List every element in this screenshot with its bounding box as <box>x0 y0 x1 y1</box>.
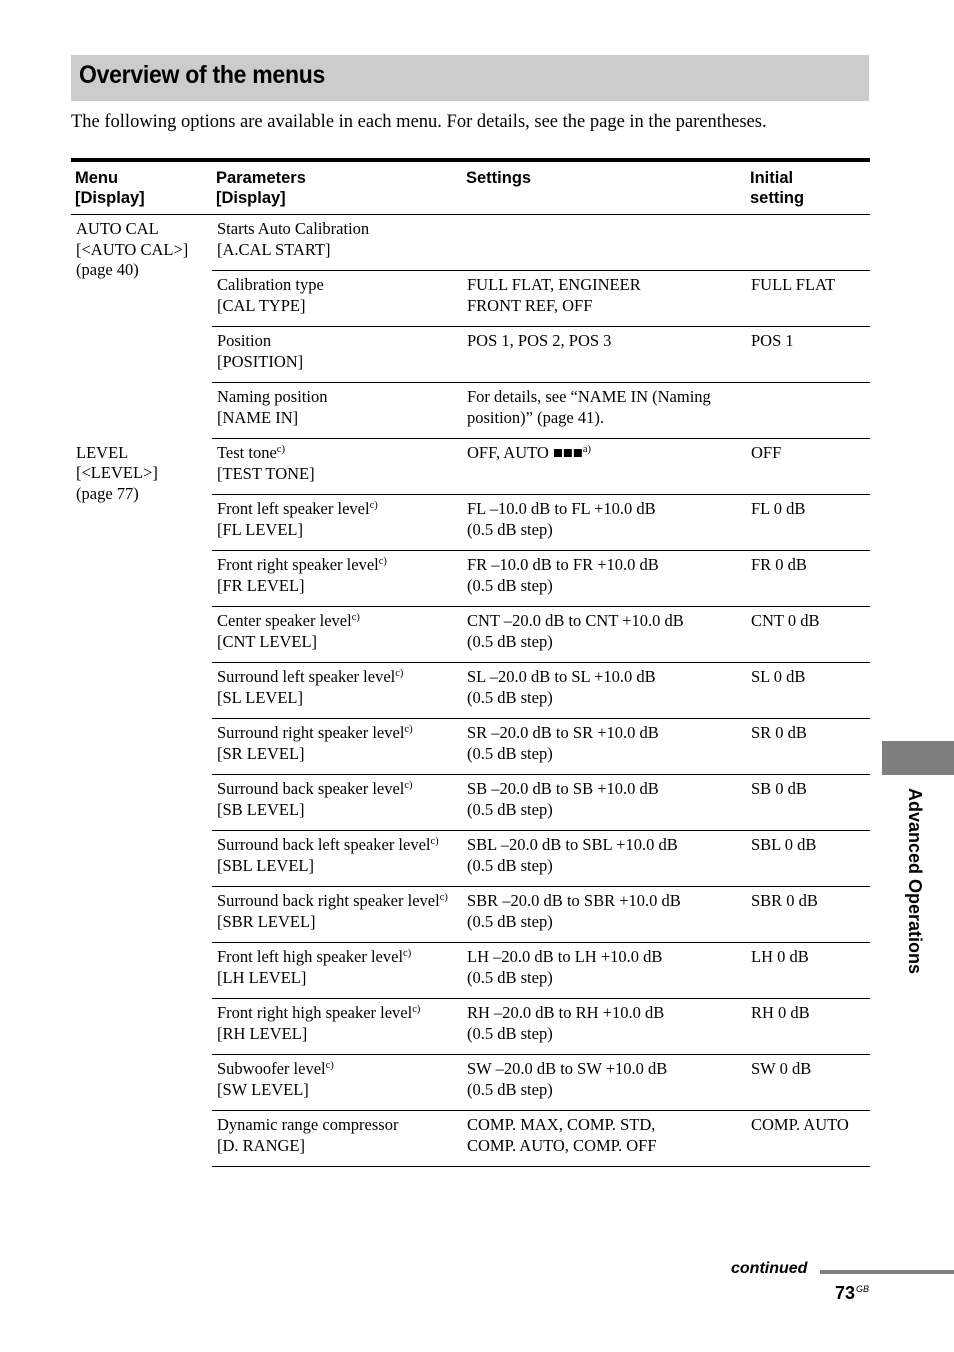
settings-text: RH –20.0 dB to RH +10.0 dB <box>467 1003 665 1022</box>
settings-line <box>467 387 742 408</box>
settings-text: (0.5 dB step) <box>467 1079 553 1099</box>
parameter-name-line <box>217 275 458 296</box>
parameter-footnote: c) <box>378 556 387 567</box>
parameter-cell <box>212 215 462 271</box>
initial-setting: FL 0 dB <box>751 499 806 518</box>
parameter-footnote: c) <box>403 948 412 959</box>
settings-text: position)” (page 41). <box>467 407 605 427</box>
settings-footnote: a) <box>582 444 592 455</box>
settings-text: SR –20.0 dB to SR +10.0 dB <box>467 723 659 742</box>
parameter-name: Surround back left speaker level <box>217 835 431 854</box>
settings-line <box>467 688 742 709</box>
parameter-name: Starts Auto Calibration <box>217 219 370 238</box>
header-parameters-line: Parameters <box>216 169 306 187</box>
settings-cell <box>462 383 746 439</box>
initial-setting-cell <box>746 383 870 439</box>
menu-line: (page 40) <box>76 260 139 279</box>
settings-line <box>467 1115 742 1136</box>
parameter-name: Naming position <box>217 387 328 406</box>
parameter-cell <box>212 831 462 887</box>
parameter-footnote: c) <box>412 1004 421 1015</box>
parameter-name-line <box>217 331 458 352</box>
parameter-display: [FR LEVEL] <box>217 575 305 595</box>
settings-line <box>467 1059 742 1080</box>
settings-text: For details, see “NAME IN (Naming <box>467 387 711 406</box>
initial-setting-cell <box>746 1111 870 1167</box>
settings-text: (0.5 dB step) <box>467 575 553 595</box>
menu-line: AUTO CAL <box>76 219 159 238</box>
settings-text: CNT –20.0 dB to CNT +10.0 dB <box>467 611 684 630</box>
page-number <box>835 1283 869 1304</box>
parameter-footnote: c) <box>325 1060 334 1071</box>
parameter-name-line <box>217 667 458 688</box>
settings-text: (0.5 dB step) <box>467 631 553 651</box>
parameter-name-line <box>217 555 458 576</box>
initial-setting-cell <box>746 607 870 663</box>
settings-line <box>467 667 742 688</box>
settings-cell <box>462 831 746 887</box>
settings-text: (0.5 dB step) <box>467 967 553 987</box>
parameter-name: Front left speaker level <box>217 499 370 518</box>
table-header-row <box>71 160 870 215</box>
intro-paragraph: The following options are available in each menu. For details, see the page in the parentheses. <box>71 112 767 132</box>
settings-text: FRONT REF, OFF <box>467 295 593 315</box>
parameter-display: [SL LEVEL] <box>217 687 303 707</box>
settings-cell <box>462 663 746 719</box>
parameter-name: Surround right speaker level <box>217 723 405 742</box>
continued-label: continued <box>731 1260 808 1277</box>
parameter-name-line <box>217 1059 458 1080</box>
parameter-cell <box>212 943 462 999</box>
table-row <box>71 215 870 271</box>
parameter-display: [D. RANGE] <box>217 1135 305 1155</box>
settings-text: (0.5 dB step) <box>467 799 553 819</box>
initial-setting-cell <box>746 719 870 775</box>
settings-cell <box>462 1111 746 1167</box>
table-row <box>71 439 870 495</box>
header-settings: Settings <box>462 160 746 215</box>
parameter-name: Front left high speaker level <box>217 947 404 966</box>
parameter-display: [FL LEVEL] <box>217 519 303 539</box>
initial-setting-cell <box>746 943 870 999</box>
settings-text: SBR –20.0 dB to SBR +10.0 dB <box>467 891 681 910</box>
parameter-display: [SR LEVEL] <box>217 743 305 763</box>
parameter-cell <box>212 327 462 383</box>
parameter-name-line <box>217 611 458 632</box>
parameter-display: [TEST TONE] <box>217 463 315 483</box>
header-menu-line: [Display] <box>75 189 145 207</box>
parameter-cell <box>212 1055 462 1111</box>
settings-text: LH –20.0 dB to LH +10.0 dB <box>467 947 663 966</box>
settings-line <box>467 331 742 352</box>
settings-line <box>467 947 742 968</box>
parameter-cell <box>212 1111 462 1167</box>
menu-cell <box>71 439 212 1167</box>
settings-text: (0.5 dB step) <box>467 519 553 539</box>
initial-setting-cell <box>746 775 870 831</box>
parameter-name-line <box>217 219 458 240</box>
settings-cell <box>462 775 746 831</box>
settings-cell <box>462 1055 746 1111</box>
settings-line <box>467 891 742 912</box>
parameter-cell <box>212 887 462 943</box>
parameter-cell <box>212 383 462 439</box>
parameter-display: [LH LEVEL] <box>217 967 307 987</box>
settings-text: SB –20.0 dB to SB +10.0 dB <box>467 779 659 798</box>
initial-setting: SB 0 dB <box>751 779 807 798</box>
parameter-display: [SBR LEVEL] <box>217 911 316 931</box>
parameter-display: [POSITION] <box>217 351 304 371</box>
settings-line <box>467 744 742 765</box>
parameter-name: Surround back right speaker level <box>217 891 440 910</box>
initial-setting: LH 0 dB <box>751 947 809 966</box>
header-initial-line: Initial <box>750 169 794 187</box>
initial-setting: POS 1 <box>751 331 794 350</box>
parameter-display: [SBL LEVEL] <box>217 855 314 875</box>
initial-setting: SBR 0 dB <box>751 891 818 910</box>
initial-setting-cell <box>746 439 870 495</box>
header-parameters-line: [Display] <box>216 189 286 207</box>
initial-setting: OFF <box>751 443 782 462</box>
parameter-name: Position <box>217 331 272 350</box>
settings-line <box>467 1024 742 1045</box>
parameter-display: [SW LEVEL] <box>217 1079 309 1099</box>
initial-setting: CNT 0 dB <box>751 611 820 630</box>
settings-line <box>467 408 742 429</box>
settings-cell <box>462 943 746 999</box>
settings-text: FL –10.0 dB to FL +10.0 dB <box>467 499 656 518</box>
parameter-name-line <box>217 779 458 800</box>
menu-line: [<AUTO CAL>] <box>76 239 189 259</box>
settings-text: COMP. AUTO, COMP. OFF <box>467 1135 657 1155</box>
initial-setting: SL 0 dB <box>751 667 806 686</box>
initial-setting: SR 0 dB <box>751 723 807 742</box>
settings-text: OFF, AUTO ■■■ <box>467 443 583 462</box>
settings-cell <box>462 271 746 327</box>
section-heading-bar <box>71 55 869 101</box>
parameter-cell <box>212 775 462 831</box>
parameter-footnote: c) <box>404 780 413 791</box>
parameter-name-line <box>217 443 458 464</box>
header-initial-line: setting <box>750 189 805 207</box>
settings-line <box>467 632 742 653</box>
parameter-cell <box>212 551 462 607</box>
continued-bar <box>820 1270 954 1274</box>
header-parameters <box>212 160 462 215</box>
parameter-name-line <box>217 1003 458 1024</box>
parameter-display: [CAL TYPE] <box>217 295 306 315</box>
initial-setting: SBL 0 dB <box>751 835 817 854</box>
parameter-name: Surround left speaker level <box>217 667 396 686</box>
settings-line <box>467 611 742 632</box>
section-heading: Overview of the menus <box>79 61 326 89</box>
settings-line <box>467 499 742 520</box>
settings-text: COMP. MAX, COMP. STD, <box>467 1115 656 1134</box>
parameter-cell <box>212 495 462 551</box>
settings-cell <box>462 887 746 943</box>
settings-line <box>467 912 742 933</box>
settings-line <box>467 443 742 464</box>
parameter-name: Dynamic range compressor <box>217 1115 399 1134</box>
parameter-name: Calibration type <box>217 275 324 294</box>
parameter-footnote: c) <box>351 612 360 623</box>
header-initial-setting <box>746 160 870 215</box>
settings-cell <box>462 439 746 495</box>
settings-line <box>467 1136 742 1157</box>
settings-line <box>467 779 742 800</box>
parameter-cell <box>212 607 462 663</box>
settings-line <box>467 800 742 821</box>
settings-text: (0.5 dB step) <box>467 911 553 931</box>
parameter-footnote: c) <box>276 444 285 455</box>
parameter-display: [RH LEVEL] <box>217 1023 308 1043</box>
side-tab-marker <box>882 741 954 775</box>
parameter-name-line <box>217 835 458 856</box>
initial-setting-cell <box>746 1055 870 1111</box>
settings-cell <box>462 215 746 271</box>
parameter-name-line <box>217 947 458 968</box>
initial-setting-cell <box>746 495 870 551</box>
parameter-name-line <box>217 891 458 912</box>
settings-cell <box>462 607 746 663</box>
initial-setting-cell <box>746 271 870 327</box>
settings-cell <box>462 719 746 775</box>
settings-line <box>467 1080 742 1101</box>
settings-cell <box>462 327 746 383</box>
settings-text: (0.5 dB step) <box>467 855 553 875</box>
settings-text: (0.5 dB step) <box>467 743 553 763</box>
parameter-display: [NAME IN] <box>217 407 299 427</box>
settings-text: (0.5 dB step) <box>467 1023 553 1043</box>
settings-line <box>467 835 742 856</box>
parameter-display: [SB LEVEL] <box>217 799 305 819</box>
parameter-display: [A.CAL START] <box>217 239 331 259</box>
settings-line <box>467 296 742 317</box>
page-number-value: 73 <box>835 1283 856 1303</box>
parameter-footnote: c) <box>369 500 378 511</box>
menu-line: LEVEL <box>76 442 129 462</box>
initial-setting: COMP. AUTO <box>751 1115 849 1134</box>
settings-line <box>467 968 742 989</box>
parameter-cell <box>212 439 462 495</box>
initial-setting-cell <box>746 887 870 943</box>
settings-line <box>467 520 742 541</box>
parameter-name-line <box>217 499 458 520</box>
settings-line <box>467 275 742 296</box>
parameter-cell <box>212 999 462 1055</box>
initial-setting: FR 0 dB <box>751 555 807 574</box>
initial-setting: SW 0 dB <box>751 1059 812 1078</box>
settings-line <box>467 1003 742 1024</box>
parameter-cell <box>212 271 462 327</box>
settings-text: FULL FLAT, ENGINEER <box>467 275 641 294</box>
initial-setting: RH 0 dB <box>751 1003 810 1022</box>
settings-text: FR –10.0 dB to FR +10.0 dB <box>467 555 659 574</box>
parameter-name-line <box>217 723 458 744</box>
settings-line <box>467 555 742 576</box>
settings-line <box>467 723 742 744</box>
settings-line <box>467 576 742 597</box>
settings-text: SL –20.0 dB to SL +10.0 dB <box>467 667 656 686</box>
parameter-footnote: c) <box>439 892 448 903</box>
parameter-display: [CNT LEVEL] <box>217 631 318 651</box>
header-menu <box>71 160 212 215</box>
settings-text: (0.5 dB step) <box>467 687 553 707</box>
initial-setting-cell <box>746 327 870 383</box>
menu-cell <box>71 215 212 439</box>
page-number-suffix: GB <box>856 1284 870 1294</box>
parameter-footnote: c) <box>404 724 413 735</box>
menu-overview-table <box>71 158 870 1167</box>
menu-line: (page 77) <box>76 483 139 503</box>
parameter-name: Surround back speaker level <box>217 779 405 798</box>
initial-setting-cell <box>746 551 870 607</box>
settings-cell <box>462 495 746 551</box>
parameter-name-line <box>217 387 458 408</box>
initial-setting-cell <box>746 663 870 719</box>
settings-cell <box>462 999 746 1055</box>
initial-setting-cell <box>746 999 870 1055</box>
settings-text: POS 1, POS 2, POS 3 <box>467 331 612 350</box>
parameter-name-line <box>217 1115 458 1136</box>
header-menu-line: Menu <box>75 169 119 187</box>
parameter-name: Front right speaker level <box>217 555 379 574</box>
initial-setting: FULL FLAT <box>751 275 836 294</box>
initial-setting-cell <box>746 215 870 271</box>
parameter-name: Center speaker level <box>217 611 352 630</box>
parameter-name: Subwoofer level <box>217 1059 326 1078</box>
side-tab-label: Advanced Operations <box>905 788 925 975</box>
settings-line <box>467 856 742 877</box>
parameter-name: Test tone <box>217 443 277 462</box>
settings-cell <box>462 551 746 607</box>
table-body <box>71 215 870 1167</box>
menu-line: [<LEVEL>] <box>76 463 158 482</box>
parameter-footnote: c) <box>395 668 404 679</box>
settings-text: SBL –20.0 dB to SBL +10.0 dB <box>467 835 678 854</box>
initial-setting-cell <box>746 831 870 887</box>
settings-text: SW –20.0 dB to SW +10.0 dB <box>467 1059 668 1078</box>
parameter-footnote: c) <box>430 836 439 847</box>
parameter-name: Front right high speaker level <box>217 1003 413 1022</box>
parameter-cell <box>212 719 462 775</box>
parameter-cell <box>212 663 462 719</box>
